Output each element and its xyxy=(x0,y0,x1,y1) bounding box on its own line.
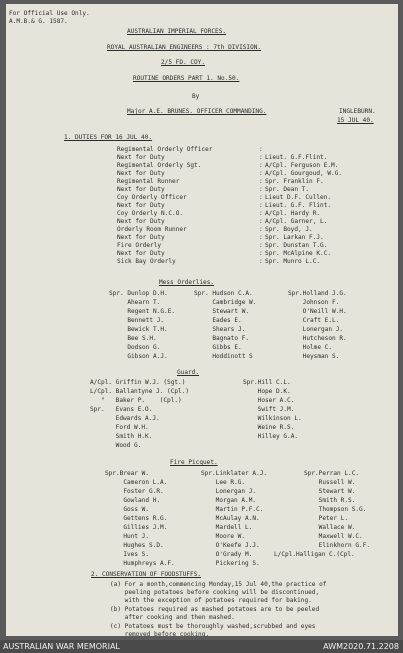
list-item: Smith H.K. xyxy=(90,433,153,440)
duty-colon: : xyxy=(259,234,263,241)
duty-colon: : xyxy=(259,226,263,233)
list-item: Lonergan J. xyxy=(288,326,344,333)
duty-name: Lieut. G.F.Flint. xyxy=(265,154,328,161)
list-item: Foster G.R. xyxy=(105,488,164,495)
list-item: Elinkhorn G.F. xyxy=(304,542,371,549)
duty-name: Spr. Franklin F. xyxy=(265,178,324,185)
list-item: Maxwell W.C. xyxy=(304,533,363,540)
footer-reference: AWM2020.71.2208 xyxy=(323,642,399,651)
list-item: O'Grady M. xyxy=(201,551,253,558)
list-item: Spr.Brear W. xyxy=(105,470,150,477)
date: 15 JUL 40. xyxy=(337,117,374,124)
list-item: Spr. Dunlop D.H. xyxy=(109,290,168,297)
list-item: Bagnato F. xyxy=(194,335,250,342)
list-item: Hunt J. xyxy=(105,533,150,540)
list-item: L/Cpl.Halligan C.(Cpl. xyxy=(274,551,355,558)
duty-name: A/Cpl. Gourgoud, W.G. xyxy=(265,170,343,177)
duty-name: Spr. Dunstan T.G. xyxy=(265,242,328,249)
list-item: Spr.Hill C.L. xyxy=(243,379,291,386)
list-item: Spr.Perran L.C. xyxy=(304,470,360,477)
list-item: Gowland H. xyxy=(105,497,161,504)
duty-name: Spr. McAlpine K.C. xyxy=(265,250,332,257)
list-item: Ahearn T. xyxy=(109,299,161,306)
duty-role: Next for Duty xyxy=(117,202,165,209)
place: INGLEBURN. xyxy=(339,108,376,115)
list-item: Spr. Hudson C.A. xyxy=(194,290,253,297)
commanding-officer: Major A.E. BRUNES. OFFICER COMMANDING. xyxy=(127,108,267,115)
list-item: Morgan A.M. xyxy=(201,497,257,504)
list-item: Gibson A.J. xyxy=(109,353,168,360)
guard-heading: Guard. xyxy=(177,369,200,376)
footer-institution: AUSTRALIAN WAR MEMORIAL xyxy=(3,642,120,651)
duty-colon: : xyxy=(259,162,263,169)
form-number: A.M.B.& G. 1587. xyxy=(9,18,68,25)
list-item: Holme C. xyxy=(288,344,333,351)
list-item: Stewart W. xyxy=(304,488,356,495)
section-2-title: 2. CONSERVATION OF FOODSTUFFS. xyxy=(91,571,202,578)
archive-footer xyxy=(0,640,403,653)
duty-colon: : xyxy=(259,250,263,257)
list-item: Moore W. xyxy=(201,533,246,540)
duty-name: Spr. Boyd, J. xyxy=(265,226,313,233)
list-item: A/Cpl. Griffin W.J. (Sgt.) xyxy=(90,379,186,386)
list-item: Regent N.G.E. xyxy=(109,308,176,315)
fire-picquet-heading: Fire Picquet. xyxy=(170,459,218,466)
list-item: Bee S.H. xyxy=(109,335,157,342)
list-item: Cameron L.A. xyxy=(105,479,168,486)
list-item: Martin P.F.C. xyxy=(201,506,264,513)
list-item: Dodson G. xyxy=(109,344,161,351)
list-item: Heysman S. xyxy=(288,353,340,360)
list-item: Lonergan J. xyxy=(201,488,257,495)
list-item: Peter L. xyxy=(304,515,349,522)
duty-name: A/Cpl. Garner, L. xyxy=(265,218,328,225)
duty-name: A/Cpl. Hardy R. xyxy=(265,210,321,217)
list-item: Edwards A.J. xyxy=(90,415,160,422)
duty-colon: : xyxy=(259,194,263,201)
list-item: Smith R.S. xyxy=(304,497,356,504)
list-item: Goss W. xyxy=(105,506,150,513)
duty-role: Next for Duty xyxy=(117,170,165,177)
list-item: McAulay A.N. xyxy=(201,515,260,522)
duty-role: Next for Duty xyxy=(117,250,165,257)
list-item: Wallace W. xyxy=(304,524,356,531)
list-item: Humphreys A.F. xyxy=(105,560,175,567)
order-text-line: removed before cooking. xyxy=(110,631,210,636)
list-item: Hutcheson R. xyxy=(288,335,347,342)
duty-colon: : xyxy=(259,170,263,177)
section-1-title: 1. DUTIES FOR 16 JUL 40. xyxy=(64,134,153,141)
list-item: L/Cpl. Ballantyne J. (Cpl.) xyxy=(90,388,190,395)
list-item: Johnson F. xyxy=(288,299,340,306)
list-item: Mardell L. xyxy=(201,524,253,531)
list-item: O'Keefe J.J. xyxy=(201,542,260,549)
list-item: Ford W.H. xyxy=(90,424,149,431)
list-item: Hoddinott S xyxy=(194,353,253,360)
duty-name: A/Cpl. Ferguson E.M. xyxy=(265,162,339,169)
list-item: Gibbs E. xyxy=(194,344,242,351)
duty-name: Spr. Larkan F.J. xyxy=(265,234,324,241)
duty-name: Lieut. G.F. Flint. xyxy=(265,202,332,209)
duty-colon: : xyxy=(259,258,263,265)
list-item: O'Neill W.H. xyxy=(288,308,347,315)
list-item: Wood G. xyxy=(90,442,142,449)
list-item: Thompson S.G. xyxy=(304,506,367,513)
header-by: By xyxy=(192,93,200,100)
list-item: Spr.Linklater A.J. xyxy=(201,470,268,477)
document-page xyxy=(6,4,398,636)
list-item: Swift J.M. xyxy=(243,406,295,413)
list-item: Spr. Evans E.O. xyxy=(90,406,153,413)
duty-colon: : xyxy=(259,154,263,161)
duty-role: Coy Orderly Officer xyxy=(117,194,187,201)
list-item: Spr.Holland J.G. xyxy=(288,290,347,297)
list-item: " Baker P. (Cpl.) xyxy=(90,397,182,404)
header-line-2: ROYAL AUSTRALIAN ENGINEERS : 7th DIVISION. xyxy=(107,44,262,51)
duty-colon: : xyxy=(259,202,263,209)
duty-role: Next for Duty xyxy=(117,154,165,161)
duty-role: Sick Bay Orderly xyxy=(117,258,176,265)
duty-role: Regimental Runner xyxy=(117,178,180,185)
list-item: Gettens R.G. xyxy=(105,515,168,522)
order-text-line: peeling potatoes before cooking will be discontinued, xyxy=(110,589,320,596)
list-item: Weine R.S. xyxy=(243,424,295,431)
duty-name: Spr. Dean T. xyxy=(265,186,310,193)
duty-role: Next for Duty xyxy=(117,186,165,193)
duty-name: Lieut D.F. Cullen. xyxy=(265,194,332,201)
list-item: Hilley G.A. xyxy=(243,433,299,440)
list-item: Gillies J.M. xyxy=(105,524,168,531)
duty-colon: : xyxy=(259,186,263,193)
duty-role: Fire Orderly xyxy=(117,242,162,249)
list-item: Lee R.G. xyxy=(201,479,246,486)
list-item: Eades E. xyxy=(194,317,242,324)
duty-role: Orderly Room Runner xyxy=(117,226,187,233)
header-line-1: AUSTRALIAN IMPERIAL FORCES. xyxy=(127,28,227,35)
order-text-line: after cooking and then mashed. xyxy=(110,614,235,621)
list-item: Hoser A.C. xyxy=(243,397,295,404)
order-text-line: (a) For a month,commencing Monday,15 Jul 40,the practice of xyxy=(110,581,327,588)
order-text-line: (c) Potatoes must be thoroughly washed,scrubbed and eyes xyxy=(110,623,316,630)
duty-colon: : xyxy=(259,242,263,249)
list-item: Bennett J. xyxy=(109,317,165,324)
header-line-3: 2/5 FD. COY. xyxy=(161,59,206,66)
list-item: Hughes S.D. xyxy=(105,542,164,549)
duty-role: Next for Duty xyxy=(117,218,165,225)
duty-colon: : xyxy=(259,146,263,153)
duty-role: Regimental Orderly Sgt. xyxy=(117,162,202,169)
duty-colon: : xyxy=(259,178,263,185)
duty-colon: : xyxy=(259,210,263,217)
list-item: Ives S. xyxy=(105,551,150,558)
list-item: Hope D.K. xyxy=(243,388,291,395)
duty-role: Coy Orderly N.C.O. xyxy=(117,210,184,217)
duty-name: Spr. Munro L.C. xyxy=(265,258,321,265)
list-item: Shears J. xyxy=(194,326,246,333)
classification-note: For Official Use Only. xyxy=(9,10,90,17)
header-line-4: ROUTINE ORDERS PART 1. No.50. xyxy=(133,75,240,82)
list-item: Stewart W. xyxy=(194,308,250,315)
list-item: Bewick T.H. xyxy=(109,326,168,333)
mess-orderlies-heading: Mess Orderlies. xyxy=(159,279,215,286)
list-item: Pickering S. xyxy=(201,560,260,567)
list-item: Russell W. xyxy=(304,479,356,486)
order-text-line: with the exception of potatoes required for baking. xyxy=(110,597,312,604)
duty-role: Next for Duty xyxy=(117,234,165,241)
order-text-line: (b) Potatoes required as mashed potatoes are to be peeled xyxy=(110,606,320,613)
list-item: Wilkinson L. xyxy=(243,415,302,422)
duty-role: Regimental Orderly Officer xyxy=(117,146,213,153)
duty-colon: : xyxy=(259,218,263,225)
list-item: Craft E.L. xyxy=(288,317,340,324)
list-item: Cambridge W. xyxy=(194,299,257,306)
